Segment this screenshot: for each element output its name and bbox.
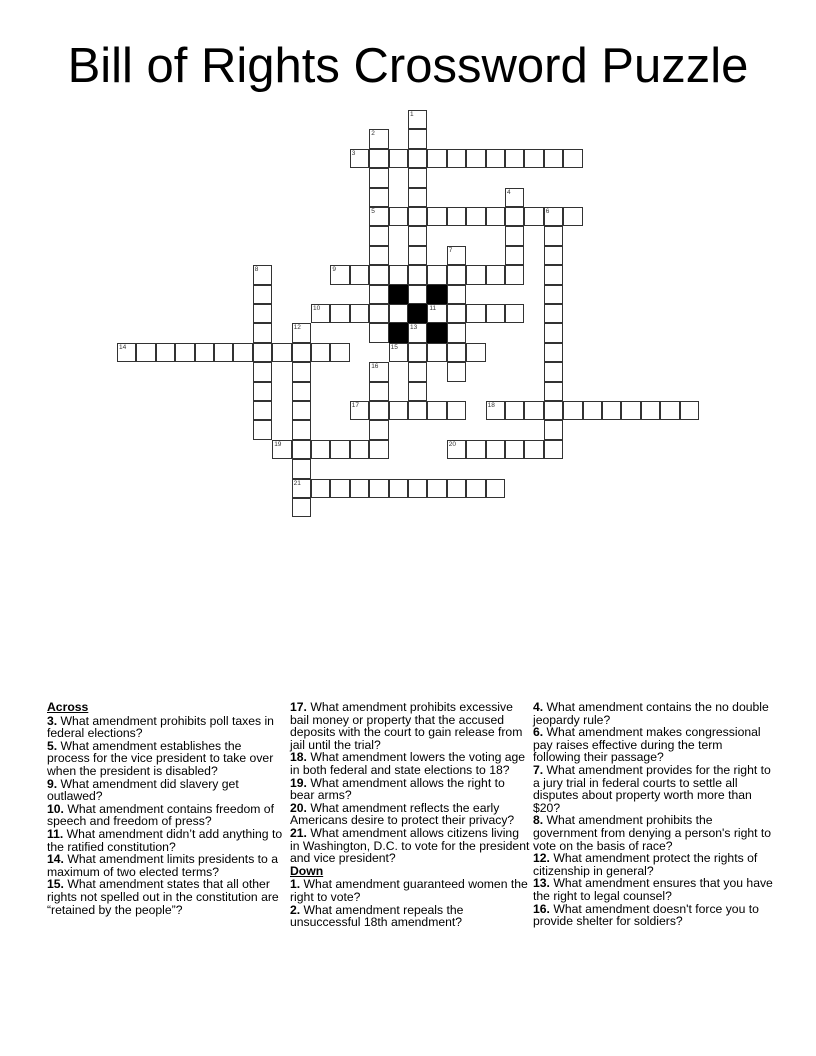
grid-cell[interactable] (408, 343, 427, 362)
grid-cell[interactable] (466, 440, 485, 459)
grid-cell[interactable] (505, 207, 524, 226)
clue-number: 2 (371, 130, 375, 138)
grid-cell[interactable] (524, 401, 543, 420)
grid-cell[interactable] (369, 285, 388, 304)
grid-cell[interactable] (466, 304, 485, 323)
grid-cell[interactable] (369, 304, 388, 323)
grid-cell[interactable] (544, 246, 563, 265)
grid-cell[interactable] (253, 323, 272, 342)
clue-number: 11 (429, 305, 437, 312)
grid-cell[interactable] (389, 401, 408, 420)
clue-number: 10 (313, 305, 321, 312)
grid-cell[interactable] (408, 110, 427, 129)
across-clue: 5. What amendment establishes the process for the vice president to take over when the president is disabled? (47, 738, 274, 778)
grid-cell[interactable] (292, 362, 311, 381)
grid-cell[interactable] (408, 265, 427, 284)
grid-cell[interactable] (427, 401, 446, 420)
grid-cell[interactable] (292, 479, 311, 498)
grid-cell[interactable] (466, 479, 485, 498)
grid-cell[interactable] (117, 343, 136, 362)
grid-cell[interactable] (544, 265, 563, 284)
grid-cell[interactable] (292, 440, 311, 459)
down-clue: 12. What amendment protect the rights of citizenship in general? (533, 851, 758, 878)
grid-cell[interactable] (389, 149, 408, 168)
grid-cell[interactable] (311, 440, 330, 459)
grid-cell[interactable] (544, 440, 563, 459)
grid-cell[interactable] (660, 401, 679, 420)
clue-label: 16. (533, 901, 550, 916)
clue-number: 14 (119, 343, 127, 351)
grid-cell[interactable] (544, 401, 563, 420)
grid-cell[interactable] (156, 343, 175, 362)
grid-cell[interactable] (544, 382, 563, 401)
grid-cell[interactable] (447, 479, 466, 498)
down-clue: 8. What amendment prohibits the government from denying a person's right to vote on the basis of race? (533, 813, 772, 853)
grid-cell[interactable] (330, 479, 349, 498)
crossword-grid (117, 110, 717, 530)
grid-cell[interactable] (292, 420, 311, 439)
clue-number: 1 (410, 111, 414, 118)
grid-cell[interactable] (447, 362, 466, 381)
grid-cell[interactable] (369, 362, 388, 381)
grid-cell[interactable] (544, 207, 563, 226)
grid-cell[interactable] (350, 401, 369, 420)
grid-cell[interactable] (544, 420, 563, 439)
grid-cell[interactable] (447, 401, 466, 420)
grid-cell[interactable] (447, 246, 466, 265)
clue-number: 17 (351, 402, 360, 409)
down-clue: 4. What amendment contains the no double jeopardy rule? (533, 700, 769, 727)
grid-cell[interactable] (427, 343, 446, 362)
grid-cell[interactable] (602, 401, 621, 420)
grid-cell[interactable] (350, 440, 369, 459)
grid-cell[interactable] (563, 401, 582, 420)
clue-number: 18 (487, 402, 495, 409)
clue-number: 7 (448, 246, 453, 254)
black-cell (389, 323, 408, 342)
clue-label: 3. (47, 713, 58, 728)
grid-cell[interactable] (369, 420, 388, 439)
grid-cell[interactable] (350, 304, 369, 323)
clue-label: 10. (47, 801, 64, 816)
black-cell (408, 304, 427, 323)
grid-cell[interactable] (680, 401, 699, 420)
grid-cell[interactable] (369, 440, 388, 459)
grid-cell[interactable] (544, 323, 563, 342)
down-clue: 13. What amendment ensures that you have the right to legal counsel? (533, 876, 773, 903)
grid-cell[interactable] (544, 149, 563, 168)
black-cell (427, 285, 446, 304)
clue-label: 12. (533, 851, 550, 866)
grid-cell[interactable] (427, 207, 446, 226)
grid-cell[interactable] (253, 382, 272, 401)
clue-label: 18. (290, 750, 307, 765)
grid-cell[interactable] (544, 362, 563, 381)
grid-cell[interactable] (330, 343, 349, 362)
across-clue: 18. What amendment lowers the voting age in both federal and state elections to 18? (290, 750, 526, 777)
clue-number: 5 (371, 208, 375, 215)
grid-cell[interactable] (427, 479, 446, 498)
across-clue: 17. What amendment prohibits excessive bail money or property that the accused deposits with the court to gain release from jail until the trial? (290, 700, 523, 752)
clue-label: 15. (47, 877, 64, 892)
across-clue: 10. What amendment contains freedom of speech and freedom of press? (47, 801, 274, 829)
grid-cell[interactable] (505, 246, 524, 265)
grid-cell[interactable] (505, 188, 524, 207)
clue-label: 5. (47, 738, 58, 753)
grid-cell[interactable] (505, 440, 524, 459)
grid-cell[interactable] (136, 343, 155, 362)
grid-cell[interactable] (408, 129, 427, 148)
grid-cell[interactable] (486, 265, 505, 284)
clues-column-3 (533, 701, 773, 928)
grid-cell[interactable] (369, 188, 388, 207)
grid-cell[interactable] (330, 304, 349, 323)
grid-cell[interactable] (486, 401, 505, 420)
across-clue: 21. What amendment allows citizens living in Washington, D.C. to vote for the president and vice president? (290, 825, 530, 866)
clue-label: 7. (533, 762, 544, 777)
grid-cell[interactable] (563, 207, 582, 226)
grid-cell[interactable] (292, 323, 311, 342)
grid-cell[interactable] (408, 479, 427, 498)
grid-cell[interactable] (466, 343, 485, 362)
clue-number: 12 (293, 324, 301, 332)
grid-cell[interactable] (195, 343, 214, 362)
clue-number: 9 (332, 266, 337, 274)
grid-cell[interactable] (369, 226, 388, 245)
grid-cell[interactable] (505, 226, 524, 245)
grid-cell[interactable] (505, 149, 524, 168)
grid-cell[interactable] (292, 343, 311, 362)
clue-label: 1. (290, 877, 301, 892)
page-title: Bill of Rights Crossword Puzzle (67, 39, 749, 93)
grid-cell[interactable] (466, 149, 485, 168)
grid-cell[interactable] (486, 207, 505, 226)
grid-cell[interactable] (408, 362, 427, 381)
grid-cell[interactable] (524, 149, 543, 168)
clue-label: 21. (290, 825, 307, 840)
clue-label: 11. (47, 826, 64, 841)
grid-cell[interactable] (583, 401, 602, 420)
grid-cell[interactable] (427, 265, 446, 284)
grid-cell[interactable] (389, 207, 408, 226)
grid-cell[interactable] (447, 440, 466, 459)
clue-label: 17. (290, 700, 307, 714)
grid-cell[interactable] (447, 323, 466, 342)
across-clue: 19. What amendment allows the right to bear arms? (290, 775, 505, 803)
clue-number: 8 (254, 266, 259, 274)
grid-cell[interactable] (486, 479, 505, 498)
grid-cell[interactable] (369, 246, 388, 265)
grid-cell[interactable] (408, 323, 427, 342)
grid-cell[interactable] (389, 479, 408, 498)
grid-cell[interactable] (641, 401, 660, 420)
grid-cell[interactable] (350, 479, 369, 498)
grid-cell[interactable] (272, 343, 291, 362)
grid-cell[interactable] (369, 382, 388, 401)
clue-label: 2. (290, 902, 301, 917)
grid-cell[interactable] (214, 343, 233, 362)
grid-cell[interactable] (389, 343, 408, 362)
across-header: Across (47, 700, 89, 714)
grid-cell[interactable] (486, 304, 505, 323)
across-clue: 14. What amendment limits presidents to a maximum of two elected terms? (47, 852, 279, 879)
across-clue: 3. What amendment prohibits poll taxes in federal elections? (47, 713, 274, 741)
grid-cell[interactable] (330, 440, 349, 459)
clue-number: 4 (507, 188, 511, 196)
grid-cell[interactable] (350, 149, 369, 168)
grid-cell[interactable] (408, 168, 427, 187)
grid-cell[interactable] (369, 168, 388, 187)
grid-cell[interactable] (175, 343, 194, 362)
grid-cell[interactable] (330, 265, 349, 284)
grid-cell[interactable] (544, 304, 563, 323)
grid-cell[interactable] (466, 207, 485, 226)
grid-cell[interactable] (389, 304, 408, 323)
black-cell (389, 285, 408, 304)
down-clue: 7. What amendment provides for the right to a jury trial in federal courts to settle all disputes about property worth more than $20? (533, 762, 771, 815)
grid-cell[interactable] (408, 246, 427, 265)
grid-cell[interactable] (292, 498, 311, 517)
clue-label: 6. (533, 725, 544, 740)
clue-label: 14. (47, 852, 64, 867)
grid-cell[interactable] (447, 265, 466, 284)
grid-cell[interactable] (408, 382, 427, 401)
across-clue: 11. What amendment didn’t add anything to the ratified constitution? (47, 826, 283, 854)
grid-cell[interactable] (408, 207, 427, 226)
grid-cell[interactable] (621, 401, 640, 420)
grid-cell[interactable] (408, 226, 427, 245)
clue-label: 20. (290, 800, 307, 815)
grid-cell[interactable] (427, 149, 446, 168)
grid-cell[interactable] (486, 149, 505, 168)
grid-cell[interactable] (408, 188, 427, 207)
grid-cell[interactable] (253, 420, 272, 439)
across-clue: 9. What amendment did slavery get outlawed? (47, 776, 239, 804)
grid-cell[interactable] (447, 285, 466, 304)
down-clue: 6. What amendment makes congressional pay raises effective during the term following their passage? (533, 725, 761, 765)
clue-number: 13 (410, 324, 418, 332)
grid-cell[interactable] (292, 382, 311, 401)
grid-cell[interactable] (389, 265, 408, 284)
across-clue: 20. What amendment reflects the early Americans desire to protect their privacy? (290, 800, 515, 828)
grid-cell[interactable] (408, 401, 427, 420)
grid-cell[interactable] (253, 343, 272, 362)
grid-cell[interactable] (544, 226, 563, 245)
grid-cell[interactable] (311, 479, 330, 498)
clue-number: 15 (390, 343, 398, 351)
clue-number: 21 (293, 479, 301, 487)
clue-label: 8. (533, 813, 544, 828)
grid-cell[interactable] (544, 343, 563, 362)
grid-cell[interactable] (544, 285, 563, 304)
clues-column-1 (47, 701, 287, 916)
grid-cell[interactable] (253, 362, 272, 381)
clue-number: 16 (371, 363, 379, 371)
clue-label: 19. (290, 775, 307, 790)
clue-number: 3 (351, 149, 356, 157)
grid-cell[interactable] (447, 207, 466, 226)
grid-cell[interactable] (447, 304, 466, 323)
grid-cell[interactable] (505, 401, 524, 420)
grid-cell[interactable] (292, 459, 311, 478)
down-clue: 1. What amendment guaranteed women the right to vote? (290, 877, 528, 904)
grid-cell[interactable] (311, 304, 330, 323)
down-clue: 2. What amendment repeals the unsuccessful 18th amendment? (290, 902, 464, 930)
clue-number: 20 (448, 440, 457, 448)
grid-cell[interactable] (233, 343, 252, 362)
grid-cell[interactable] (505, 265, 524, 284)
grid-cell[interactable] (369, 401, 388, 420)
grid-cell[interactable] (369, 265, 388, 284)
grid-cell[interactable] (311, 343, 330, 362)
clue-label: 13. (533, 876, 550, 891)
grid-cell[interactable] (563, 149, 582, 168)
grid-cell[interactable] (369, 323, 388, 342)
grid-cell[interactable] (253, 401, 272, 420)
grid-cell[interactable] (369, 149, 388, 168)
clue-number: 19 (274, 440, 282, 448)
grid-cell[interactable] (447, 149, 466, 168)
grid-cell[interactable] (447, 343, 466, 362)
down-clue: 16. What amendment doesn't force you to provide shelter for soldiers? (533, 901, 759, 929)
grid-cell[interactable] (505, 304, 524, 323)
grid-cell[interactable] (350, 265, 369, 284)
grid-cell[interactable] (408, 285, 427, 304)
grid-cell[interactable] (253, 265, 272, 284)
grid-cell[interactable] (272, 440, 291, 459)
grid-cell[interactable] (408, 149, 427, 168)
grid-cell[interactable] (253, 304, 272, 323)
grid-cell[interactable] (427, 304, 446, 323)
clues-column-2 (290, 701, 530, 929)
grid-cell[interactable] (253, 285, 272, 304)
grid-cell[interactable] (292, 401, 311, 420)
grid-cell[interactable] (524, 207, 543, 226)
grid-cell[interactable] (369, 479, 388, 498)
clue-label: 9. (47, 776, 58, 791)
grid-cell[interactable] (466, 265, 485, 284)
down-header: Down (290, 863, 324, 878)
grid-cell[interactable] (369, 129, 388, 148)
clue-number: 6 (545, 208, 550, 215)
black-cell (427, 323, 446, 342)
grid-cell[interactable] (524, 440, 543, 459)
grid-cell[interactable] (369, 207, 388, 226)
grid-cell[interactable] (486, 440, 505, 459)
clue-label: 4. (533, 700, 544, 714)
across-clue: 15. What amendment states that all other rights not spelled out in the constitution are “retained by the people”? (47, 877, 279, 917)
